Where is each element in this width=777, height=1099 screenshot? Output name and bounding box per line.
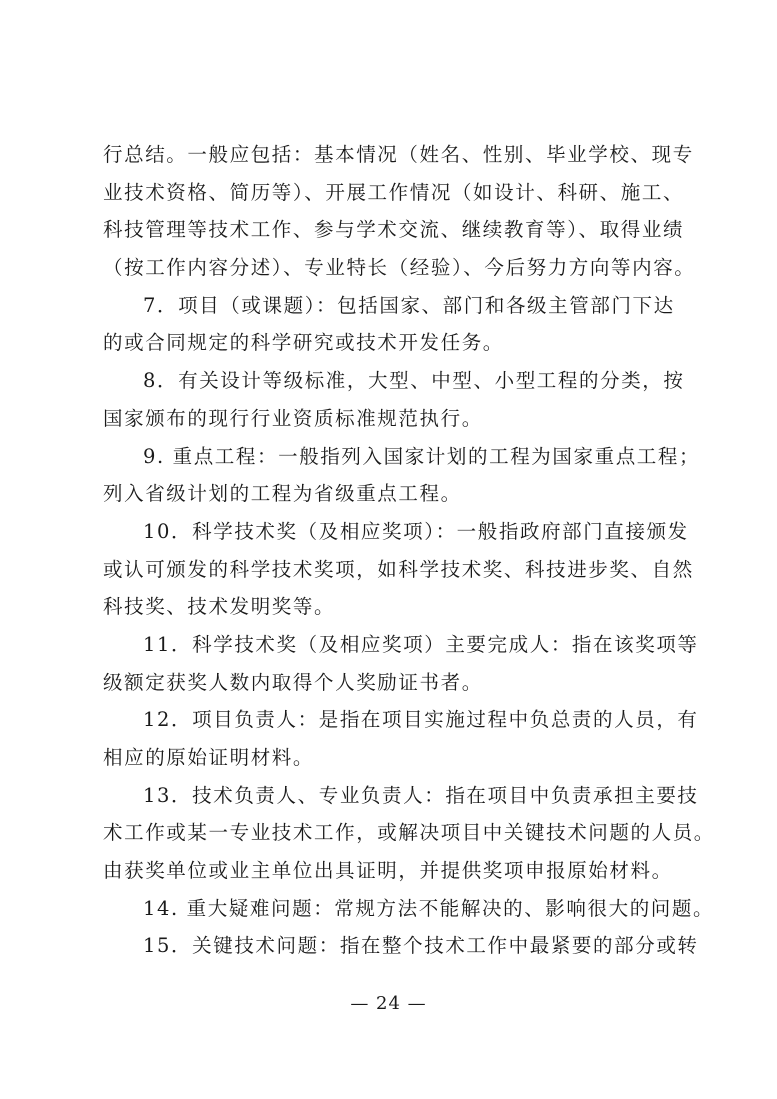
body-text — [103, 136, 715, 965]
text-line: 或认可颁发的科学技术奖项，如科学技术奖、科技进步奖、自然 — [103, 557, 694, 581]
text-line-item-8: 8．有关设计等级标准，大型、中型、小型工程的分类，按 — [143, 369, 685, 393]
text-line-item-13: 13．技术负责人、专业负责人：指在项目中负责承担主要技 — [143, 783, 699, 807]
text-line: 科技奖、技术发明奖等。 — [103, 595, 336, 619]
text-line: 科技管理等技术工作、参与学术交流、继续教育等）、取得业绩 — [103, 218, 685, 242]
text-line: 级额定获奖人数内取得个人奖励证书者。 — [103, 670, 483, 694]
text-line: 相应的原始证明材料。 — [103, 746, 315, 769]
text-line-item-11: 11．科学技术奖（及相应奖项）主要完成人：指在该奖项等 — [143, 632, 699, 656]
text-line-item-12: 12．项目负责人：是指在项目实施过程中负总责的人员，有 — [143, 708, 699, 732]
text-line-item-7: 7．项目（或课题）：包括国家、部门和各级主管部门下达 — [143, 293, 675, 317]
text-line: 由获奖单位或业主单位出具证明，并提供奖项申报原始材料。 — [103, 859, 673, 883]
text-line: 国家颁布的现行行业资质标准规范执行。 — [103, 406, 483, 430]
text-line-item-14: 14. 重大疑难问题：常规方法不能解决的、影响很大的问题。 — [143, 896, 715, 920]
text-line-item-15: 15．关键技术问题：指在整个技术工作中最紧要的部分或转 — [143, 934, 699, 958]
text-line: 的或合同规定的科学研究或技术开发任务。 — [103, 331, 504, 355]
text-line: 列入省级计划的工程为省级重点工程。 — [103, 482, 462, 506]
text-line-item-9: 9. 重点工程：一般指列入国家计划的工程为国家重点工程； — [143, 444, 701, 468]
text-line: 业技术资格、简历等）、开展工作情况（如设计、科研、施工、 — [103, 180, 685, 204]
text-line: （按工作内容分述）、专业特长（经验）、今后努力方向等内容。 — [103, 256, 696, 280]
page-number: — 24 — — [350, 993, 427, 1014]
text-line: 行总结。一般应包括：基本情况（姓名、性别、毕业学校、现专 — [103, 143, 694, 166]
text-line-item-10: 10．科学技术奖（及相应奖项）：一般指政府部门直接颁发 — [143, 519, 689, 543]
text-line: 术工作或某一专业技术工作，或解决项目中关键技术问题的人员。 — [103, 821, 715, 845]
